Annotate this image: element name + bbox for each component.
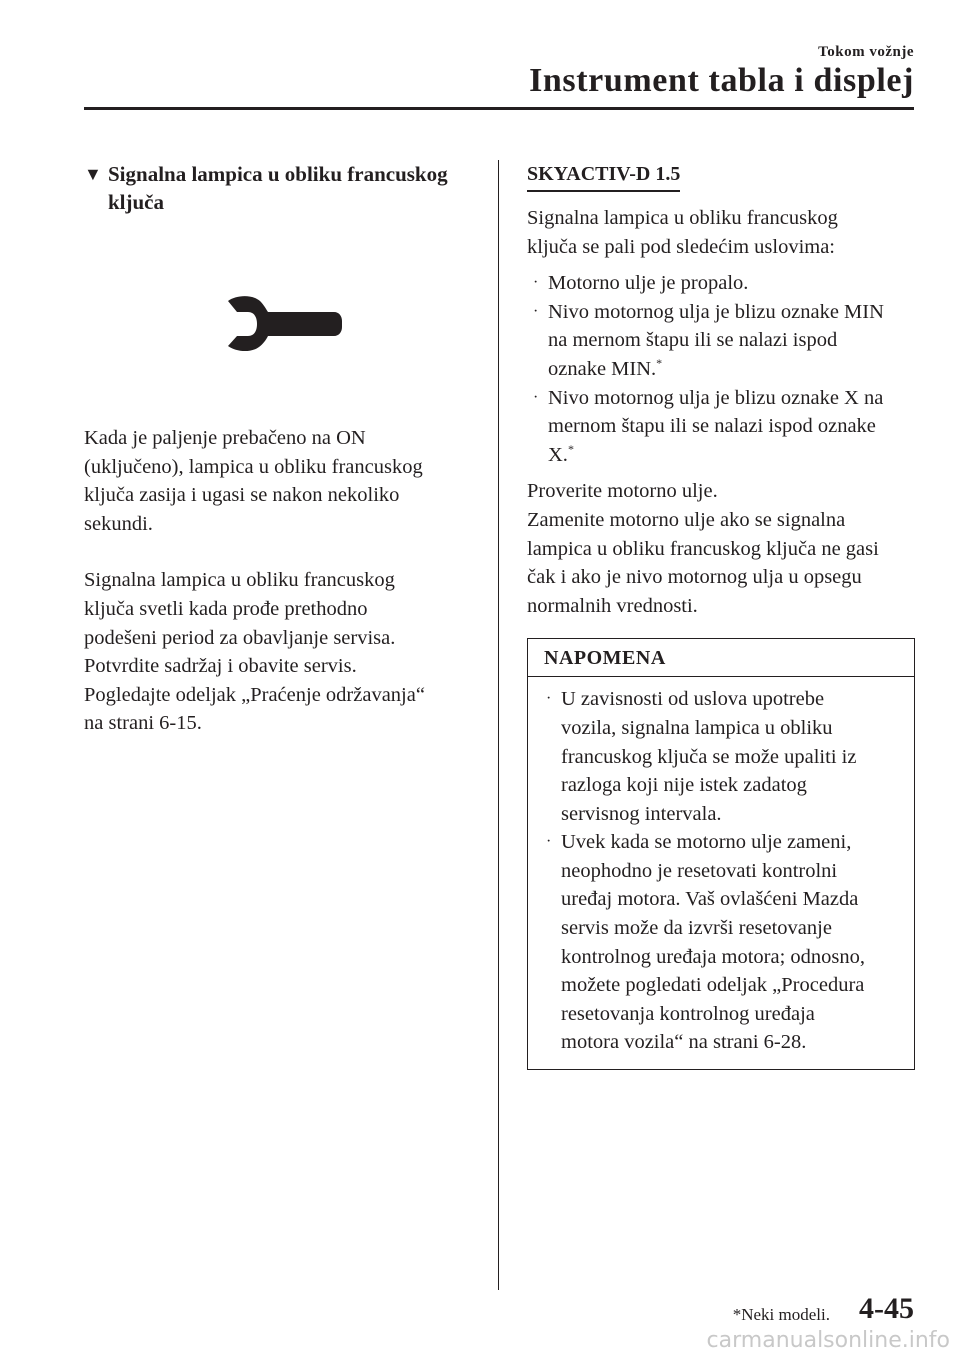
after-paragraph [527, 477, 915, 620]
text-line: oznake MIN. [548, 357, 657, 380]
text-line: U zavisnosti od uslova upotrebe [561, 688, 825, 711]
list-item [527, 384, 915, 470]
text-line: Zamenite motorno ulje ako se signalna [527, 508, 846, 531]
watermark: carmanualsonline.info [706, 1328, 950, 1353]
text-line: podešeni period za obavljanje servisa. [84, 626, 396, 649]
text-line: čak i ako je nivo motornog ulja u opsegu [527, 566, 862, 589]
text-line: uređaj motora. Vaš ovlašćeni Mazda [561, 888, 859, 911]
text-line: normalnih vrednosti. [527, 594, 698, 617]
text-line: sekundi. [84, 512, 153, 535]
column-divider [498, 160, 499, 1290]
text-line: Pogledajte odeljak „Praćenje održavanja“ [84, 683, 425, 706]
header-section: Tokom vožnje [818, 44, 914, 60]
intro-paragraph [527, 204, 915, 261]
text-line: Kada je paljenje prebačeno na ON [84, 427, 366, 449]
footnote-star: * [656, 356, 663, 371]
left-column [84, 160, 472, 738]
text-line: Uvek kada se motorno ulje zameni, [561, 831, 852, 854]
bullet-icon: · [546, 833, 552, 851]
bullet-icon: · [546, 690, 552, 708]
footnote: *Neki modeli. [732, 1305, 830, 1324]
text-line: Signalna lampica u obliku francuskog [527, 207, 838, 229]
list-item [540, 685, 900, 828]
text-line: razloga koji nije istek zadatog [561, 774, 807, 797]
text-line: servisnog intervala. [561, 802, 722, 825]
text-line: Nivo motornog ulja je blizu oznake X na [548, 386, 884, 409]
text-line: na strani 6-15. [84, 712, 202, 735]
text-line: Nivo motornog ulja je blizu oznake MIN [548, 300, 884, 323]
text-line: resetovanja kontrolnog uređaja [561, 1002, 815, 1025]
note-title: NAPOMENA [528, 639, 914, 677]
wrench-warning-light [94, 264, 472, 384]
note-list [540, 685, 900, 1057]
text-line: ključa zasija i ugasi se nakon nekoliko [84, 484, 400, 507]
text-line: Potvrdite sadržaj i obavite servis. [84, 655, 357, 678]
footnote-star: * [567, 441, 574, 456]
text-line: Proverite motorno ulje. [527, 480, 718, 503]
text-line: vozila, signalna lampica u obliku [561, 716, 833, 739]
text-line: možete pogledati odeljak „Procedura [561, 974, 865, 997]
section-heading [84, 160, 472, 216]
text-line: motora vozila“ na strani 6-28. [561, 1031, 807, 1054]
text-line: neophodno je resetovati kontrolni [561, 859, 838, 882]
text-line: servis može da izvrši resetovanje [561, 917, 832, 940]
list-item [527, 298, 915, 384]
engine-subheading: SKYACTIV-D 1.5 [527, 160, 680, 192]
text-line: (uključeno), lampica u obliku francuskog [84, 455, 423, 478]
right-column [527, 160, 915, 1070]
text-line: X. [548, 443, 568, 466]
triangle-icon: ▼ [84, 164, 102, 184]
text-line: Motorno ulje je propalo. [548, 272, 749, 295]
text-line: lampica u obliku francuskog ključa ne gasi [527, 537, 879, 560]
paragraph-ignition [84, 424, 472, 538]
bullet-icon: · [533, 274, 539, 292]
text-line: na mernom štapu ili se nalazi ispod [548, 329, 838, 352]
text-line: ključa svetli kada prođe prethodno [84, 597, 368, 620]
wrench-icon [224, 295, 342, 353]
note-box [527, 638, 915, 1070]
text-line: Signalna lampica u obliku francuskog [84, 569, 395, 592]
bullet-icon: · [533, 388, 539, 406]
list-item [527, 269, 915, 298]
text-line: ključa se pali pod sledećim uslovima: [527, 235, 836, 258]
paragraph-service [84, 566, 472, 738]
page-number: 4-45 [859, 1292, 914, 1325]
text-line: francuskog ključa se može upaliti iz [561, 745, 857, 768]
text-line: kontrolnog uređaja motora; odnosno, [561, 945, 866, 968]
text-line: mernom štapu ili se nalazi ispod oznake [548, 415, 876, 438]
bullet-icon: · [533, 302, 539, 320]
header-rule [84, 107, 914, 110]
note-body [528, 677, 914, 1069]
section-heading-text: Signalna lampica u obliku francuskog ključa [108, 162, 448, 214]
list-item [540, 828, 900, 1057]
page-title: Instrument tabla i displej [529, 62, 914, 99]
condition-list [527, 269, 915, 469]
